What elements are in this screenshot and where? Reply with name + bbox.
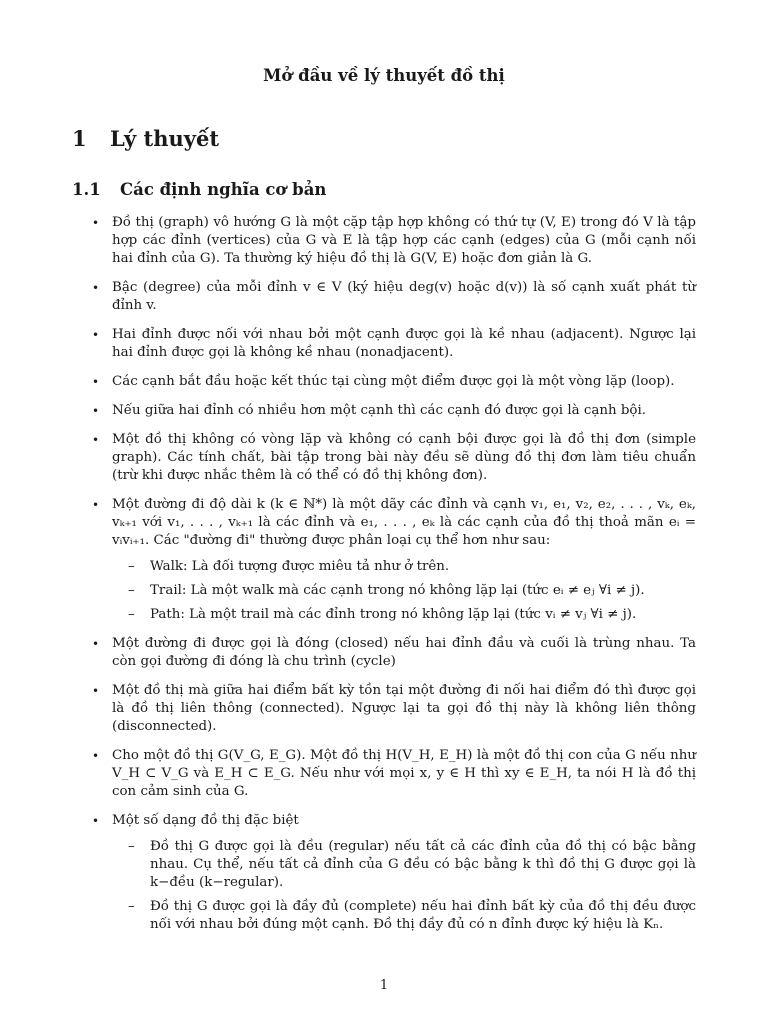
- list-item: [92, 326, 696, 362]
- item-text: Một đồ thị không có vòng lặp và không có cạnh bội được gọi là đồ thị đơn (simple graph). Các tính chất, bài tập trong bài này đều sẽ dùng đồ thị đơn làm tiêu chuẩn (trừ khi được nhắc thêm là có thể có đồ thị không đơn).: [112, 432, 696, 483]
- item-text: Một số dạng đồ thị đặc biệt: [112, 813, 299, 828]
- sub-list-item: [112, 558, 696, 576]
- bullet-icon: •: [92, 328, 100, 342]
- subsection-number: 1.1: [72, 180, 101, 199]
- list-item: [92, 402, 696, 420]
- bullet-icon: •: [92, 404, 100, 418]
- item-text: Một đồ thị mà giữa hai điểm bất kỳ tồn tại một đường đi nối hai điểm đó thì được gọi là đồ thị liên thông (connected). Ngược lại ta gọi đồ thị này là không liên thông (disconnected).: [112, 683, 696, 734]
- dash-icon: –: [128, 559, 135, 574]
- item-text: Một đường đi độ dài k (k ∈ ℕ*) là một dãy các đỉnh và cạnh v₁, e₁, v₂, e₂, . . . , vₖ, eₖ, vₖ₊₁ với v₁, . . . , vₖ₊₁ là các đỉnh và e₁, . . . , eₖ là các cạnh của đồ thị thoả mãn eᵢ = vᵢvᵢ₊₁. Các "đường đi" thường được phân loại cụ thể hơn như sau:: [112, 497, 696, 548]
- item-text: Hai đỉnh được nối với nhau bởi một cạnh được gọi là kề nhau (adjacent). Ngược lại hai đỉnh được gọi là không kề nhau (nonadjacent).: [112, 327, 696, 360]
- sub-item-text: Trail: Là một walk mà các cạnh trong nó không lặp lại (tức eᵢ ≠ eⱼ ∀i ≠ j).: [150, 583, 645, 598]
- bullet-icon: •: [92, 433, 100, 447]
- document-title: Mở đầu về lý thuyết đồ thị: [263, 66, 505, 85]
- item-text: Đồ thị (graph) vô hướng G là một cặp tập hợp không có thứ tự (V, E) trong đó V là tập hợp các đỉnh (vertices) của G và E là tập hợp các cạnh (edges) của G (mỗi cạnh nối hai đỉnh của G). Ta thường ký hiệu đồ thị là G(V, E) hoặc đơn giản là G.: [112, 215, 696, 266]
- sub-item-text: Path: Là một trail mà các đỉnh trong nó không lặp lại (tức vᵢ ≠ vⱼ ∀i ≠ j).: [150, 607, 637, 622]
- list-item: [92, 635, 696, 671]
- bullet-icon: •: [92, 637, 100, 651]
- sub-list-item: [112, 838, 696, 892]
- sub-item-text: Đồ thị G được gọi là đều (regular) nếu tất cả các đỉnh của đồ thị có bậc bằng nhau. Cụ thể, nếu tất cả đỉnh của G đều có bậc bằng k thì đồ thị G được gọi là k−đều (k−regular).: [150, 839, 696, 890]
- dash-icon: –: [128, 583, 135, 598]
- path-types-list: [112, 558, 696, 624]
- bullet-icon: •: [92, 814, 100, 828]
- list-item: [92, 431, 696, 485]
- dash-icon: –: [128, 839, 135, 854]
- page-number: 1: [379, 978, 389, 993]
- item-text: Các cạnh bắt đầu hoặc kết thúc tại cùng một điểm được gọi là một vòng lặp (loop).: [112, 374, 675, 389]
- list-item: [92, 812, 696, 934]
- bullet-icon: •: [92, 749, 100, 763]
- subsection-title: Các định nghĩa cơ bản: [120, 180, 327, 199]
- list-item: [92, 682, 696, 736]
- item-text: Một đường đi được gọi là đóng (closed) nếu hai đỉnh đầu và cuối là trùng nhau. Ta còn gọi đường đi đóng là chu trình (cycle): [112, 636, 696, 669]
- list-item: [92, 373, 696, 391]
- dash-icon: –: [128, 607, 135, 622]
- dash-icon: –: [128, 899, 135, 914]
- subsection-heading: [72, 180, 326, 199]
- definitions-list: [92, 214, 696, 945]
- bullet-icon: •: [92, 281, 100, 295]
- section-heading: [72, 126, 219, 151]
- sub-list-item: [112, 606, 696, 624]
- list-item: [92, 496, 696, 624]
- item-text: Bậc (degree) của mỗi đỉnh v ∈ V (ký hiệu deg(v) hoặc d(v)) là số cạnh xuất phát từ đỉnh v.: [112, 280, 696, 313]
- section-number: 1: [72, 126, 87, 151]
- bullet-icon: •: [92, 684, 100, 698]
- sub-list-item: [112, 582, 696, 600]
- bullet-icon: •: [92, 375, 100, 389]
- bullet-icon: •: [92, 498, 100, 512]
- item-text: Cho một đồ thị G(V_G, E_G). Một đồ thị H(V_H, E_H) là một đồ thị con của G nếu như V_H ⊂ V_G và E_H ⊂ E_G. Nếu như với mọi x, y ∈ H thì xy ∈ E_H, ta nói H là đồ thị con cảm sinh của G.: [112, 748, 696, 799]
- special-graphs-list: [112, 838, 696, 934]
- list-item: [92, 279, 696, 315]
- section-title: Lý thuyết: [110, 126, 220, 151]
- bullet-icon: •: [92, 216, 100, 230]
- sub-item-text: Đồ thị G được gọi là đầy đủ (complete) nếu hai đỉnh bất kỳ của đồ thị đều được nối với nhau bởi đúng một cạnh. Đồ thị đầy đủ có n đỉnh được ký hiệu là Kₙ.: [150, 899, 696, 932]
- sub-list-item: [112, 898, 696, 934]
- item-text: Nếu giữa hai đỉnh có nhiều hơn một cạnh thì các cạnh đó được gọi là cạnh bội.: [112, 403, 647, 418]
- list-item: [92, 747, 696, 801]
- list-item: [92, 214, 696, 268]
- sub-item-text: Walk: Là đối tượng được miêu tả như ở trên.: [150, 559, 450, 574]
